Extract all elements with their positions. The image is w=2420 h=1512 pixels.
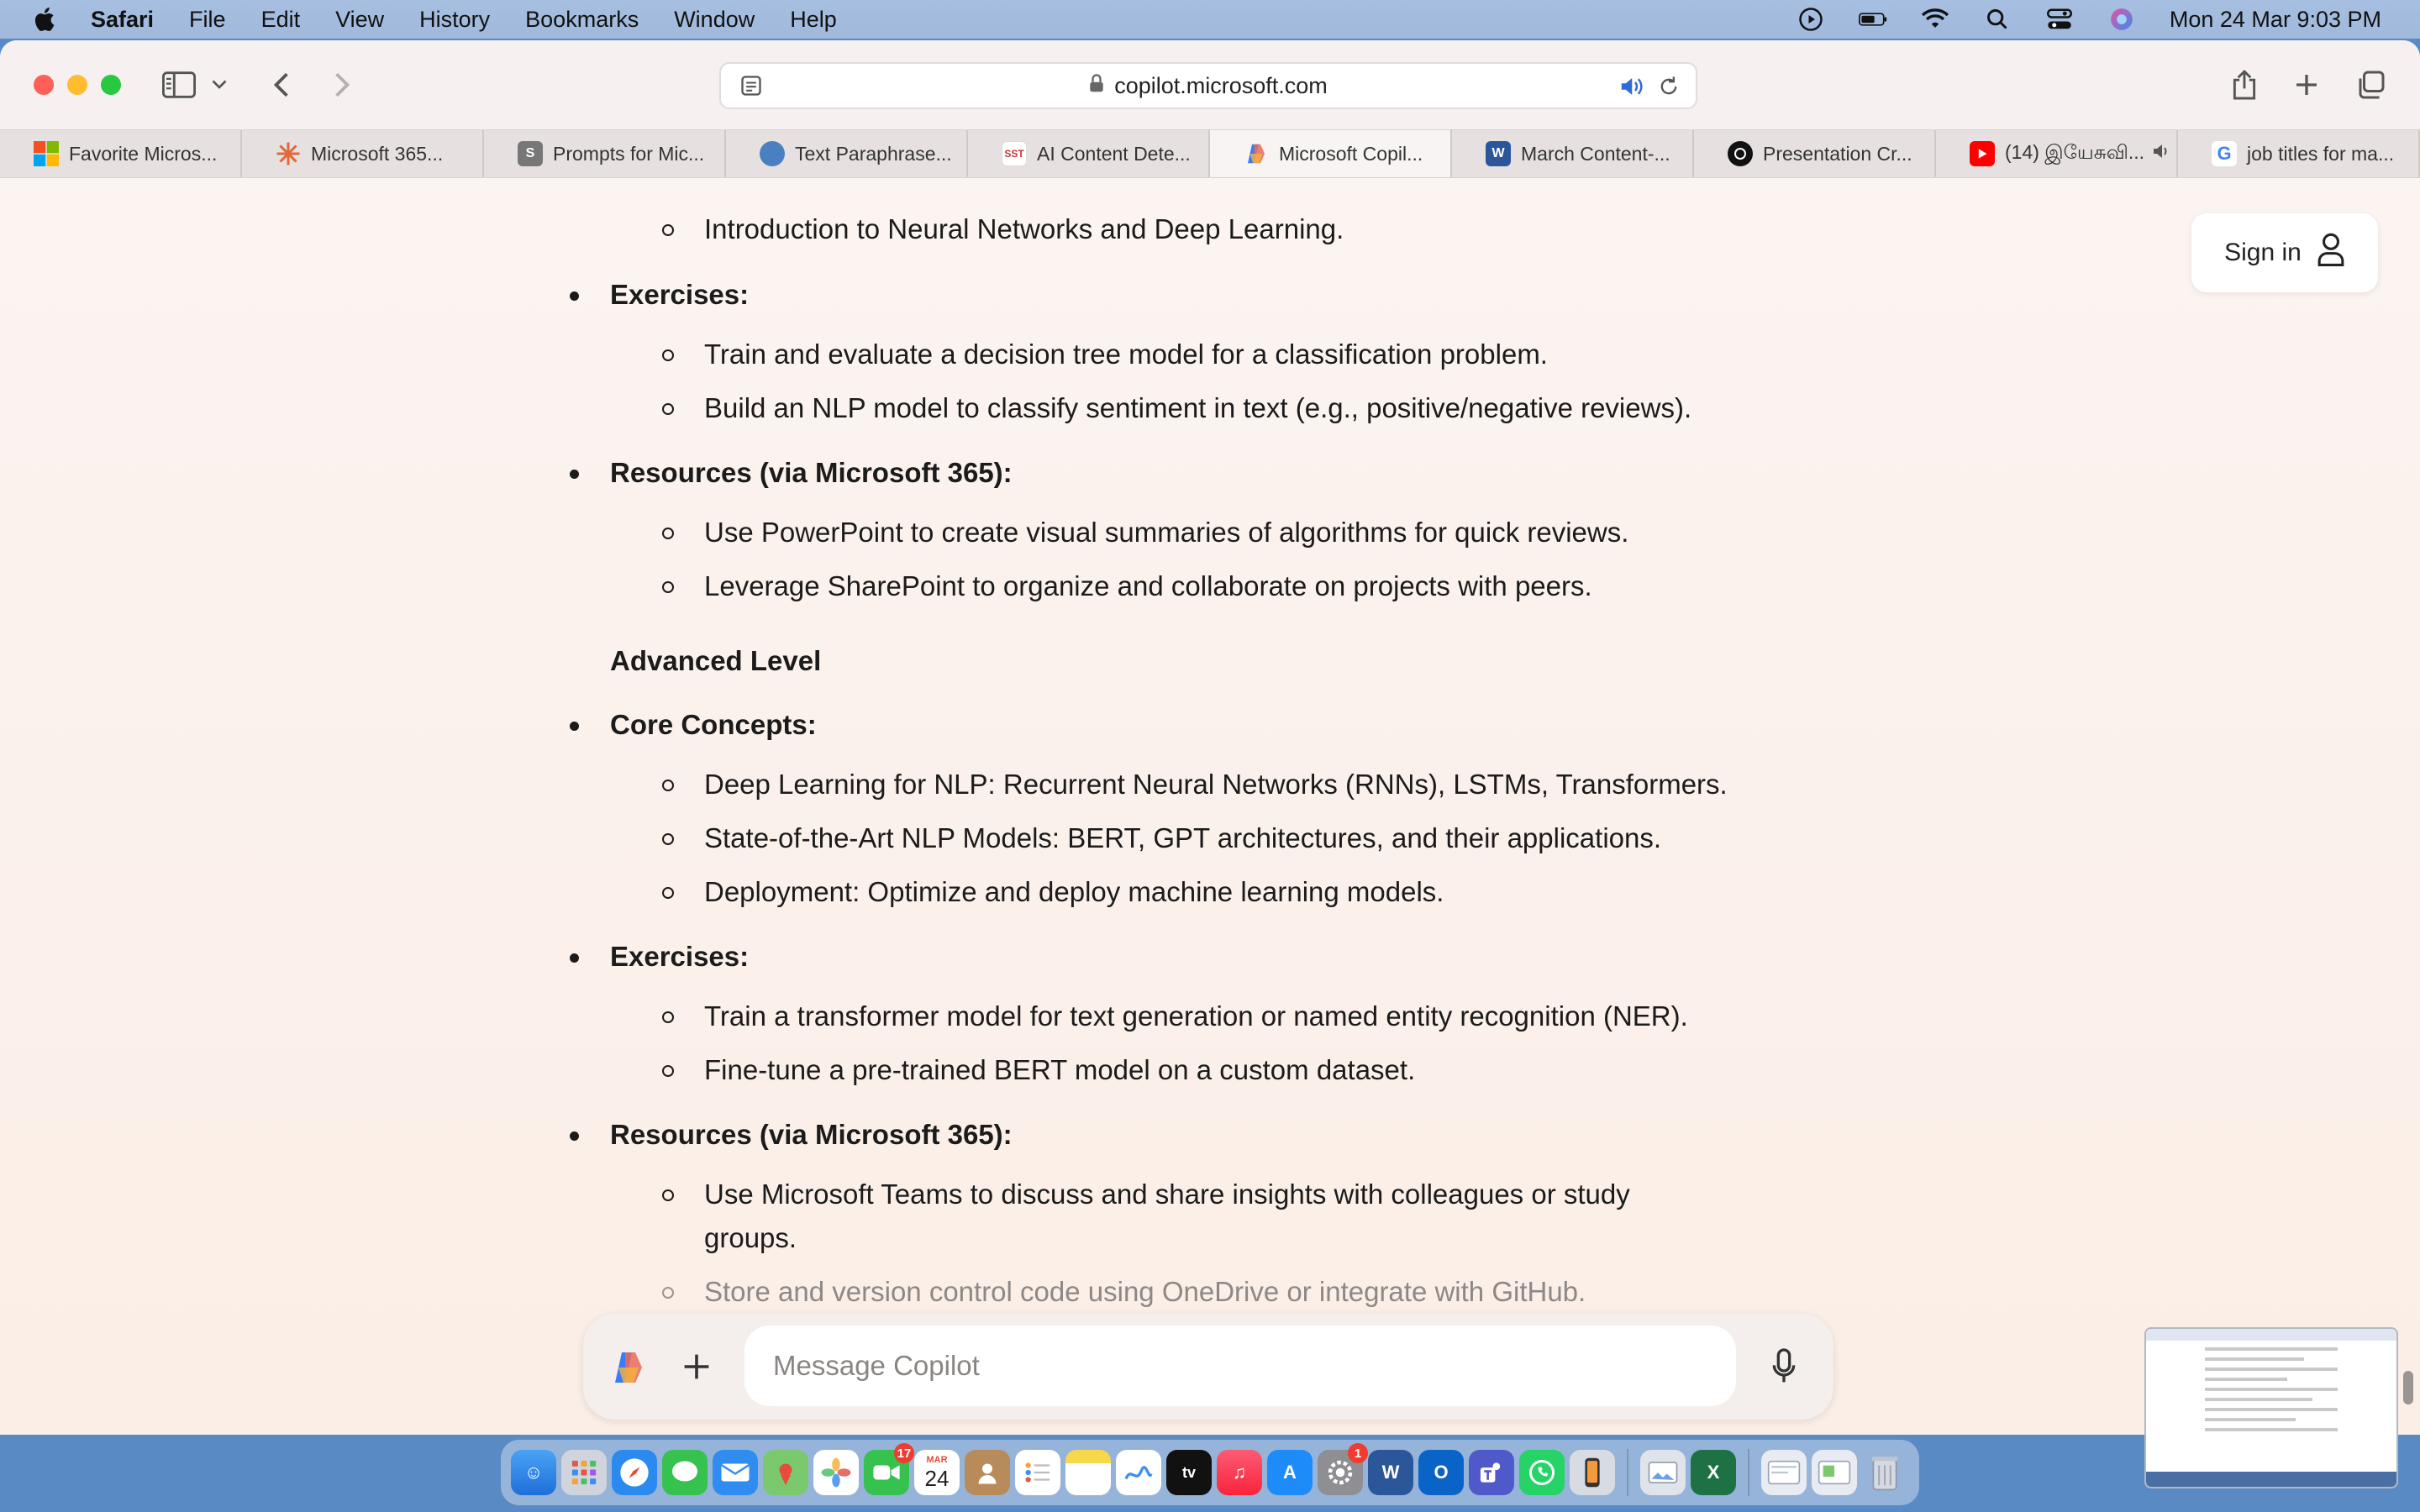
sign-in-button[interactable] [2191,213,2378,292]
menu-file[interactable]: File [189,6,226,32]
tab-overview-button[interactable] [2351,66,2390,104]
s-logo-icon: S [518,141,543,166]
apple-tv-icon[interactable]: tv [1166,1450,1212,1495]
lock-icon [1089,73,1104,99]
share-button[interactable] [2225,66,2264,104]
tab-youtube[interactable] [1936,130,2178,177]
list-item: Train and evaluate a decision tree model for a classification problem. [704,333,1780,376]
dock-separator [1748,1449,1749,1496]
safari-toolbar [0,40,2420,129]
thumbnail-text-line [2205,1418,2296,1421]
messages-icon[interactable] [662,1450,708,1495]
microsoft-logo-icon [34,141,59,166]
freeform-icon[interactable] [1116,1450,1161,1495]
zoom-window-button[interactable] [101,75,121,95]
youtube-logo-icon [1970,141,1995,166]
outlook-icon[interactable]: O [1418,1450,1464,1495]
add-attachment-button[interactable] [676,1346,718,1388]
message-input[interactable] [744,1326,1736,1406]
apple-logo-icon[interactable] [30,4,60,34]
system-settings-icon[interactable] [1318,1446,1363,1495]
screenshot-thumbnail-preview[interactable] [2144,1327,2398,1488]
contacts-icon[interactable] [965,1450,1010,1495]
speaker-audio-icon[interactable] [1618,75,1644,104]
macos-menu-bar [0,0,2420,39]
thumbnail-text-line [2205,1368,2338,1371]
photos-icon[interactable] [813,1450,859,1495]
notes-icon[interactable] [1065,1450,1111,1495]
list-item: Build an NLP model to classify sentiment in text (e.g., positive/negative reviews). [704,386,1780,430]
mail-icon[interactable] [713,1450,758,1495]
tab-label: Microsoft 365... [311,142,444,165]
tab-label: job titles for ma... [2247,142,2395,165]
menu-app-safari[interactable]: Safari [91,6,155,32]
thumbnail-titlebar [2146,1329,2396,1341]
thumbnail-text-line [2205,1408,2338,1411]
reader-page-icon[interactable] [739,74,763,103]
thumbnail-text-line [2205,1357,2304,1361]
safari-window [0,40,2420,1435]
menu-help[interactable]: Help [790,6,837,32]
list-item: Use Microsoft Teams to discuss and share insights with colleagues or study groups. [704,1173,1696,1260]
screen-recording-icon[interactable] [1797,7,1825,32]
tab-label: (14) இயேசுவி... [2005,141,2145,163]
tab-label: March Content-... [1521,142,1670,165]
app-store-icon[interactable]: A [1267,1450,1313,1495]
list-item: Train a transformer model for text generation or named entity recognition (NER). [704,995,1780,1038]
menubar-clock[interactable]: Mon 24 Mar 9:03 PM [2169,6,2381,32]
launchpad-icon[interactable] [561,1450,607,1495]
tab-label: AI Content Dete... [1037,142,1191,165]
exercises-heading: Exercises: [610,279,750,310]
reload-icon[interactable] [1657,75,1681,104]
exercises-heading: Exercises: [610,941,750,972]
window-controls [34,75,121,95]
tab-label: Microsoft Copil... [1279,142,1423,165]
tab-favorite-microsoft[interactable] [0,130,242,177]
excel-icon[interactable]: X [1691,1450,1736,1495]
tab-presentation[interactable] [1694,130,1936,177]
tab-march-content[interactable] [1452,130,1694,177]
copilot-conversation-area [0,178,2420,1435]
word-logo-icon: W [1486,141,1511,166]
tab-bar [0,129,2420,178]
tab-label: Text Paraphrase... [795,142,952,165]
list-item: State-of-the-Art NLP Models: BERT, GPT architectures, and their applications. [704,816,1780,860]
iphone-mirroring-icon[interactable] [1570,1450,1615,1495]
address-bar[interactable] [719,62,1697,109]
list-item: Leverage SharePoint to organize and collaborate on projects with peers. [704,564,1780,608]
wifi-icon[interactable] [1921,7,1949,32]
google-logo-icon: G [2212,141,2237,166]
list-item: Store and version control code using OneDrive or integrate with GitHub. [704,1270,1780,1314]
message-composer [583,1314,1833,1420]
list-item: Deep Learning for NLP: Recurrent Neural Networks (RNNs), LSTMs, Transformers. [704,763,1780,806]
advanced-level-heading: Advanced Level [610,645,822,676]
new-tab-button[interactable] [2287,66,2326,104]
url-text[interactable]: copilot.microsoft.com [1114,72,1328,98]
thumbnail-text-line [2205,1378,2287,1381]
sidebar-toggle-button[interactable] [160,66,198,104]
menu-window[interactable]: Window [674,6,755,32]
tab-job-titles[interactable] [2178,130,2420,177]
list-item: Use PowerPoint to create visual summaries of algorithms for quick reviews. [704,511,1780,554]
microphone-button[interactable] [1763,1344,1805,1389]
music-icon[interactable]: ♫ [1217,1450,1262,1495]
thumbnail-text-line [2205,1398,2312,1401]
macos-dock [501,1440,1919,1505]
notification-badge: 17 [894,1443,914,1463]
thumbnail-text-line [2205,1428,2338,1431]
reminders-icon[interactable] [1015,1450,1060,1495]
tab-audio-icon[interactable] [2151,142,2171,165]
battery-icon[interactable] [1859,7,1887,32]
dock-separator [1627,1449,1628,1496]
maps-icon[interactable] [763,1450,808,1495]
thumbnail-dock-strip [2146,1472,2396,1487]
menu-edit[interactable]: Edit [260,6,301,32]
teams-icon[interactable] [1469,1450,1514,1495]
recent-window-thumbnail-icon[interactable] [1761,1450,1807,1495]
thumbnail-text-line [2205,1388,2338,1391]
menu-bookmarks[interactable]: Bookmarks [525,6,639,32]
control-center-icon[interactable] [2045,7,2074,32]
tab-microsoft-copilot[interactable] [1210,130,1452,177]
minimize-window-button[interactable] [67,75,87,95]
scrollbar-thumb[interactable] [2403,1371,2413,1404]
whatsapp-icon[interactable] [1519,1450,1565,1495]
thumbnail-text-line [2205,1347,2338,1351]
forward-button[interactable] [323,66,361,104]
menu-history[interactable]: History [419,6,491,32]
tab-prompts[interactable] [484,130,726,177]
tab-label: Prompts for Mic... [553,142,705,165]
calendar-day: 24 [924,1466,950,1491]
tab-text-paraphraser[interactable] [726,130,968,177]
list-item: Fine-tune a pre-trained BERT model on a custom dataset. [704,1048,1780,1092]
siri-icon[interactable] [2107,7,2136,32]
copilot-logo-icon [1244,141,1269,166]
spotlight-search-icon[interactable] [1983,7,2012,32]
sst-logo-icon: SST [1002,141,1027,166]
chevron-down-icon[interactable] [207,66,232,104]
word-icon[interactable]: W [1368,1450,1413,1495]
facetime-icon[interactable] [864,1446,912,1495]
resources-heading: Resources (via Microsoft 365): [610,1119,1013,1150]
tab-microsoft-365[interactable] [242,130,484,177]
menu-view[interactable]: View [335,6,385,32]
tab-ai-content-detector[interactable] [968,130,1210,177]
calendar-month: MAR [926,1455,948,1465]
copilot-logo-icon[interactable] [608,1347,649,1388]
asterisk-logo-icon [276,141,301,166]
paraphraser-logo-icon [760,141,785,166]
sign-in-label: Sign in [2224,239,2302,266]
trash-icon[interactable] [1862,1450,1907,1495]
back-button[interactable] [262,66,301,104]
close-window-button[interactable] [34,75,54,95]
notification-badge: 1 [1348,1443,1368,1463]
preview-icon[interactable] [1640,1450,1686,1495]
finder-icon[interactable]: ☺ [511,1450,556,1495]
tab-label: Favorite Micros... [69,142,218,165]
user-icon [2317,233,2345,273]
downloads-stack-icon[interactable] [1812,1450,1857,1495]
list-item: Introduction to Neural Networks and Deep Learning. [704,207,1780,251]
tab-label: Presentation Cr... [1763,142,1912,165]
safari-icon[interactable] [612,1450,657,1495]
chatgpt-logo-icon [1728,141,1753,166]
calendar-icon[interactable] [914,1450,960,1495]
resources-heading: Resources (via Microsoft 365): [610,457,1013,488]
core-concepts-heading: Core Concepts: [610,709,817,740]
list-item: Deployment: Optimize and deploy machine learning models. [704,870,1780,914]
